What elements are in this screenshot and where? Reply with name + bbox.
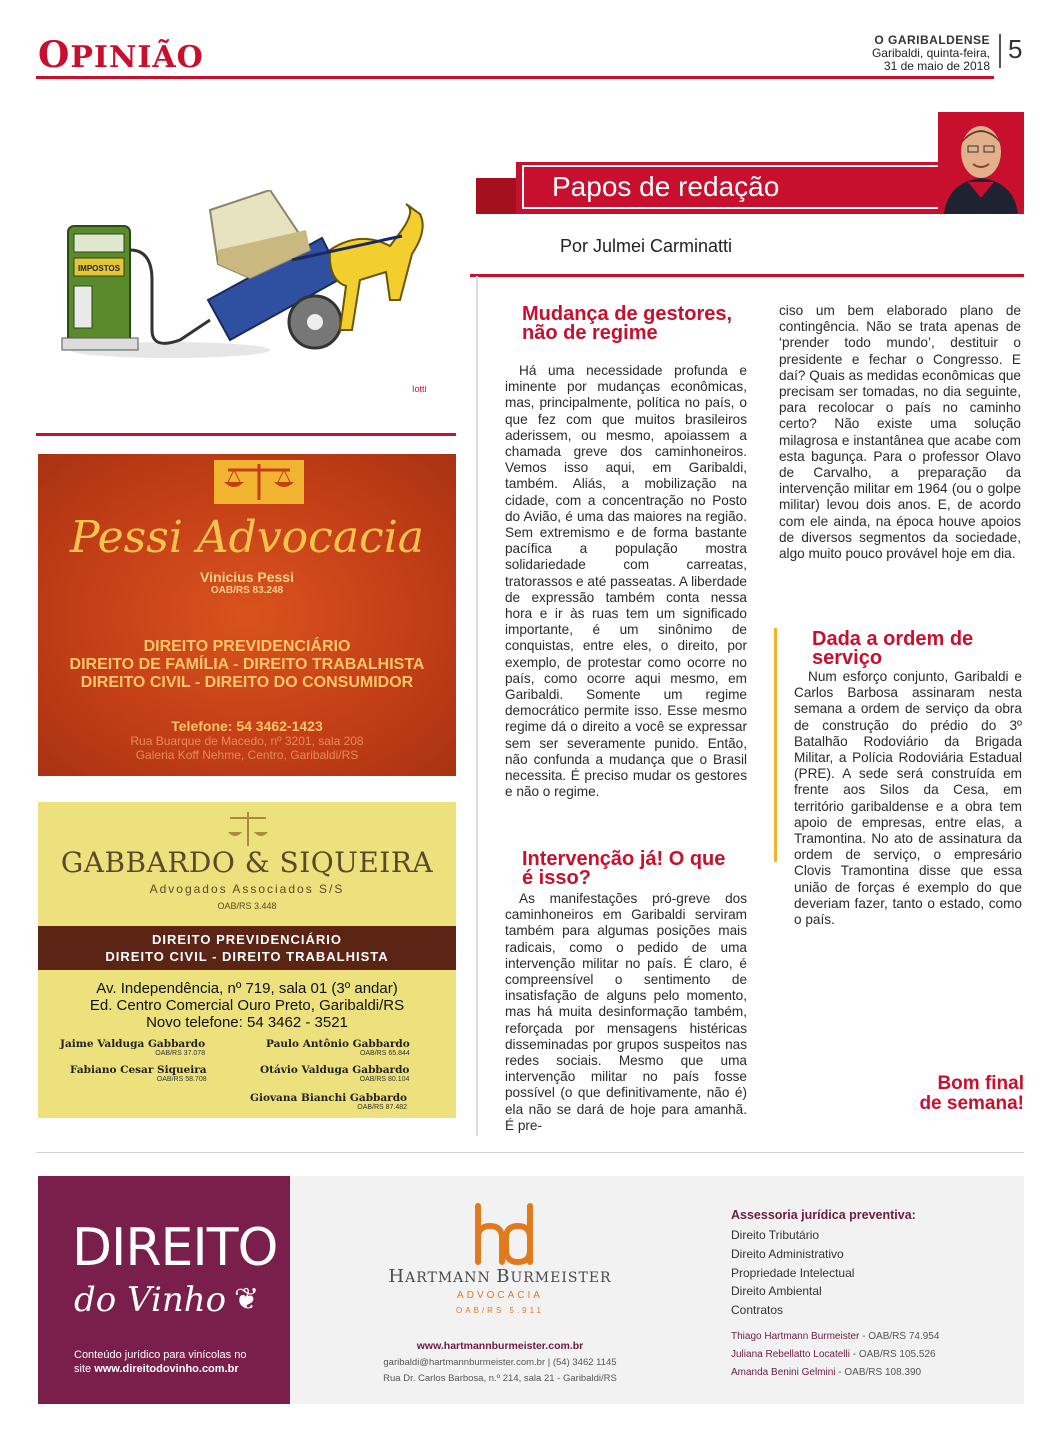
pessi-lawyer-name: Vinicius Pessi [200,569,294,585]
article-2-title: Intervenção já! O que é isso? [522,848,726,889]
vinho-title-1: DIREITO [72,1218,278,1278]
hb-advocacia: ADVOCACIA [457,1290,543,1301]
article-3-body: Num esforço conjunto, Garibaldi e Carlos Barbosa assinaram nesta semana a ordem de serviço da obra de construção do prédio do 3º Batalhão Rodoviário da Brigada Militar, a Polícia Rodoviária Estadual (PRE). A sede será construída em frente aos Silos da Cesa, em território garibaldense e a obra tem apoio de empresas, entre elas, a Tramontina. No ato de assinatura da ordem de serviço, o empresário Clovis Tramontina disse que essa união de forças é exemplo do que deveriam fazer, tanto o estado, como o país. [794,669,1022,928]
gabbardo-lawyers [60,1038,440,1118]
cartoon-illustration [60,190,440,405]
editorial-cartoon [60,190,440,405]
pessi-area-1: DIREITO PREVIDENCIÁRIO [143,638,351,655]
service-item: Direito Ambiental [731,1284,822,1299]
gabbardo-address [38,980,456,1031]
lawyer-entry: Giovana Bianchi Gabbardo OAB/RS 87.482 [250,1092,408,1111]
pessi-address [38,734,456,762]
gabbardo-address-1: Av. Independência, nº 719, sala 01 (3º andar) [96,980,398,997]
masthead [872,34,990,73]
pessi-address-1: Rua Buarque de Macedo, nº 3201, sala 208 [130,734,364,748]
service-item: Direito Tributário [731,1228,820,1242]
hb-oab: OAB/RS 5.911 [456,1306,544,1315]
gabbardo-practice-band [38,926,456,970]
hb-website-link[interactable]: www.hartmannburmeister.com.br [416,1340,584,1352]
page-divider [999,34,1001,68]
article-1-title: Mudança de gestores, não de regime [522,303,733,344]
header-rule [36,76,994,79]
article-2-continued: ciso um bem elaborado plano de contingência. Não se trata apenas de ‘prender todo mundo’, destituir o presidente e fechar o Congresso. E daí? Quais as medidas econômicas que precisam ser tomadas, no dia seguinte, para recolocar o país no caminho certo? Não existe uma solução milagrosa e instantânea que acabe com esta bagunça. Para o professor Olavo de Carvalho, a preparação da intervenção militar em 1964 (ou o golpe militar) levou dois anos. E, de acordo com ele ainda, na época houve apoios de diversos segmentos da sociedade, algo muito pouco provável hoje em dia. [779,303,1021,562]
dateline-1: Garibaldi, quinta-feira, [871,46,990,60]
vinho-desc-2: site [74,1363,95,1375]
services-title: Assessoria jurídica preventiva: [731,1208,916,1222]
left-column-rule [36,433,456,436]
pessi-practice-areas [38,638,456,692]
article-3-accent [774,628,777,862]
gabbardo-band-2: DIREITO CIVIL - DIREITO TRABALHISTA [105,949,389,964]
gabbardo-oab: OAB/RS 3.448 [217,901,277,911]
column-rule [470,274,1024,277]
gabbardo-subtitle: Advogados Associados S/S [149,882,345,896]
gabbardo-address-3: Novo telefone: 54 3462 - 3521 [146,1014,348,1031]
dateline-2: 31 de maio de 2018 [883,59,990,73]
column-header-accent [476,178,516,214]
page-number: 5 [1008,34,1023,64]
gabbardo-band-1: DIREITO PREVIDENCIÁRIO [151,932,343,947]
hb-contact [290,1355,710,1387]
ad-gabbardo-siqueira[interactable] [38,802,456,1118]
closing-line-2: de semana! [919,1093,1024,1114]
vinho-site-link[interactable]: www.direitodovinho.com.br [94,1363,239,1375]
vinho-title-2: do Vinho [74,1280,227,1320]
column-title: Papos de redação [522,165,942,209]
service-item: Contratos [731,1303,784,1318]
team-member: Juliana Rebellatto Locatelli - OAB/RS 105.526 [731,1349,936,1360]
pessi-brand: Pessi Advocacia [70,512,424,563]
closing-greeting [880,1074,1024,1114]
pump-label: IMPOSTOS [77,264,121,273]
pessi-address-2: Galeria Koff Nehme, Centro, Garibaldi/RS [135,748,359,762]
byline: Por Julmei Carminatti [560,236,733,256]
lawyer-entry: Jaime Valduga Gabbardo OAB/RS 37.078 [60,1038,206,1057]
service-item: Propriedade Intelectual [731,1265,855,1280]
columnist-photo [938,112,1024,214]
grape-leaf-icon: ❦ [234,1283,260,1316]
cartoon-signature: Iotti [412,384,427,394]
pessi-area-2: DIREITO DE FAMÍLIA - DIREITO TRABALHISTA [69,656,425,673]
article-2-body: As manifestações pró-greve dos caminhoneiros em Garibaldi serviram também para algumas posições mais radicais, como o pedido de uma intervenção militar no país. É claro, é compreensível o sentimento de insatisfação de alguns pelo momento, mas há muita desinformação também, reforçada por mensagens histéricas disseminadas por grupos suspeitos nas redes sociais. Mesmo que uma intervenção militar no país fosse possível (o que definitivamente, não é) ela não se dará de hoje para amanhã. É pre- [505,891,747,1133]
hb-brand: HARTMANN BURMEISTER [388,1266,612,1287]
team-member: Thiago Hartmann Burmeister - OAB/RS 74.954 [731,1331,940,1342]
scales-logo-icon [214,460,304,504]
pessi-oab: OAB/RS 83.248 [210,585,284,596]
scales-icon [226,810,270,848]
lawyer-entry: Fabiano Cesar Siqueira OAB/RS 58.708 [70,1064,207,1083]
ad-pessi-advocacia[interactable] [38,454,456,776]
direito-do-vinho-panel[interactable] [38,1176,290,1404]
pessi-phone: Telefone: 54 3462-1423 [171,718,323,734]
team-list [731,1328,939,1382]
column-vertical-rule [476,276,478,1136]
pessi-area-3: DIREITO CIVIL - DIREITO DO CONSUMIDOR [80,674,414,691]
hb-logo-icon [464,1202,544,1272]
hb-email[interactable]: garibaldi@hartmannburmeister.com.br | (54) 3462 1145 [383,1357,617,1368]
article-1-body: Há uma necessidade profunda e iminente por mudanças econômicas, mas, principalmente, política no país, o que fez com que muitos brasileiros aderissem, ou mesmo, apoiassem a chamada greve dos caminhoneiros. Vemos isso aqui, em Garibaldi, também. Aliás, a mobilização na cidade, com a concentração no Posto do Avião, é uma das maiores na região. Sem extremismo e de forma bastante pacífica a população mostra solidariedade com carreatas, tratorassos e até passeatas. A liberdade de expressão também conta nessa hora e ir às ruas tem um significado importante, é um sinônimo de conquistas, entre eles, o direito, por exemplo, de protestar como ocorre no país, como ocorre aqui mesmo, em Garibaldi. Somente um regime democrático permite isso. Esse mesmo regime dá o direito a você se expressar sem ser severamente punido. Então, não confunda a mudança que o Brasil necessita. É preciso mudar os gestores e não o regime. [505,363,747,800]
hb-address: Rua Dr. Carlos Barbosa, n.º 214, sala 21 - Garibaldi/RS [383,1373,617,1384]
closing-line-1: Bom final [937,1073,1024,1094]
gabbardo-brand: GABBARDO & SIQUEIRA [60,846,434,879]
vinho-description [74,1348,284,1376]
article-3-title: Dada a ordem de serviço [812,628,974,669]
services-list [731,1226,854,1320]
gabbardo-address-2: Ed. Centro Comercial Ouro Preto, Garibaldi/RS [89,997,405,1014]
footer-rule [36,1152,1024,1153]
lawyer-entry: Paulo Antônio Gabbardo OAB/RS 65.844 [266,1038,410,1057]
section-title: OPINIÃO [38,34,204,76]
newspaper-name: O GARIBALDENSE [874,33,990,47]
vinho-desc-1: Conteúdo jurídico para vinícolas no [74,1349,247,1361]
lawyer-entry: Otávio Valduga Gabbardo OAB/RS 80.104 [260,1064,410,1083]
team-member: Amanda Benini Gelmini - OAB/RS 108.390 [731,1367,922,1378]
service-item: Direito Administrativo [731,1246,844,1261]
